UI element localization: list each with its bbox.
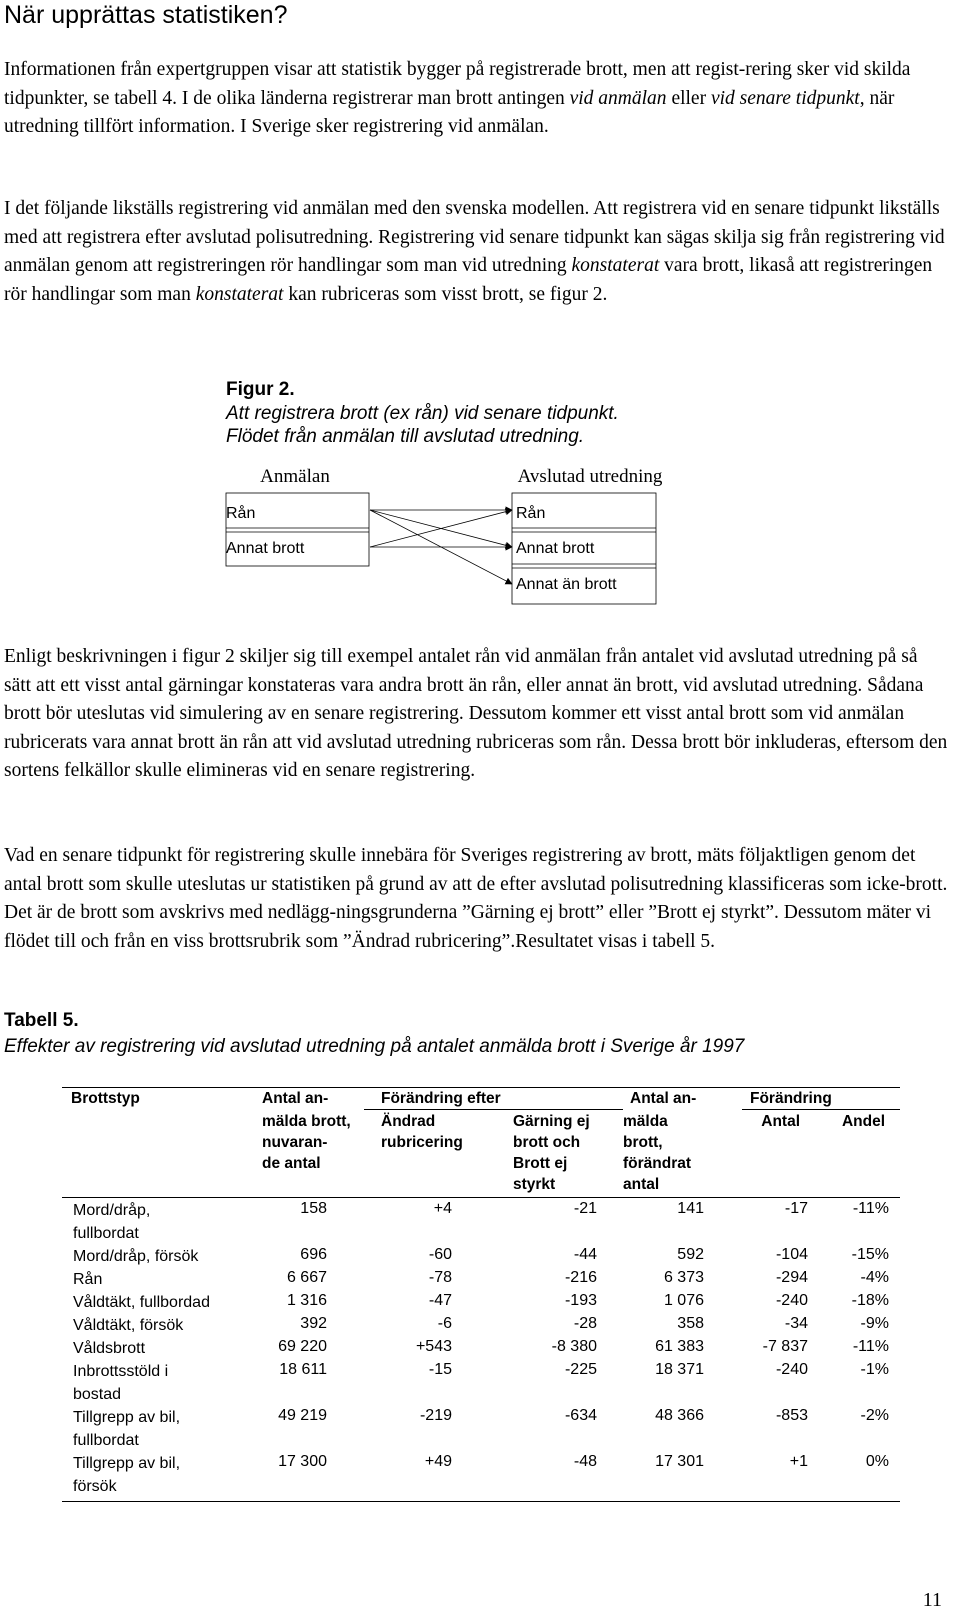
p1-text-3: , när utredning tillfört information. I Sverige sker registrering vid anmälan.	[4, 87, 895, 137]
table-cell: -193	[564, 1292, 597, 1309]
header-antal-nuvarande-1: mälda brott,	[262, 1113, 351, 1130]
header-garning-2: brott och	[513, 1134, 581, 1151]
right-title: Avslutad utredning	[517, 466, 663, 487]
table-row-label: Rån	[73, 1271, 103, 1288]
table-cell: 6 667	[286, 1269, 327, 1286]
table-cell: 49 219	[278, 1407, 327, 1424]
table-row-label: försök	[73, 1478, 117, 1495]
table-cell: 592	[677, 1246, 704, 1263]
right-item-annat-brott: Annat brott	[516, 540, 595, 557]
header-antal-forandrat-top: Antal an-	[630, 1090, 697, 1107]
header-andrad-1: Ändrad	[381, 1113, 436, 1130]
p1-italic-2: vid senare tidpunkt	[710, 87, 860, 109]
table-bottom-rule	[62, 1501, 900, 1502]
header-antal-nuvarande-2: nuvaran-	[262, 1134, 328, 1151]
table-cell: -216	[564, 1269, 597, 1286]
table-cell: -34	[784, 1315, 808, 1332]
header-garning-1: Gärning ej	[513, 1113, 590, 1130]
table-cell: 358	[677, 1315, 704, 1332]
table-cell: -2%	[860, 1407, 889, 1424]
paragraph-1	[4, 56, 949, 142]
header-garning-3: Brott ej	[513, 1155, 568, 1172]
header-forandring-efter: Förändring efter	[381, 1090, 501, 1107]
table-label: Tabell 5.	[4, 1010, 79, 1031]
table-cell: -47	[428, 1292, 452, 1309]
p2-text-3: kan rubriceras som visst brott, se figur 2.	[283, 283, 608, 305]
table-cell: 141	[677, 1200, 704, 1217]
table-row-label: Mord/dråp, försök	[73, 1248, 199, 1265]
table-cell: -104	[775, 1246, 808, 1263]
table-cell: -48	[573, 1453, 597, 1470]
table-title	[4, 1008, 744, 1060]
header-antal: Antal	[761, 1113, 800, 1130]
table-cell: -1%	[860, 1361, 889, 1378]
table-cell: 18 611	[279, 1361, 327, 1378]
table-cell: -17	[784, 1200, 808, 1217]
table-cell: -219	[419, 1407, 452, 1424]
table-cell: -60	[428, 1246, 452, 1263]
forandring-rule	[742, 1109, 900, 1110]
figure-label: Figur 2.	[226, 379, 295, 400]
paragraph-4: Vad en senare tidpunkt för registrering skulle innebära för Sveriges registrering av brott, mäts följaktligen genom det antal brott som skulle uteslutas ur statistiken på grund av att de efter avslutad polisutredning klassificeras som icke-brott. Det är de brott som avskrivs med nedlägg-ningsgrunderna ”Gärning ej brott” eller ”Brott ej styrkt”. Dessutom mäter vi flödet till och från en viss brottsrubrik som ”Ändrad rubricering”.Resultatet visas i tabell 5.	[4, 845, 948, 952]
figure-line-1: Att registrera brott (ex rån) vid senare tidpunkt.	[226, 402, 619, 424]
table-cell: 17 301	[655, 1453, 704, 1470]
table-row-label: bostad	[73, 1386, 122, 1403]
table-cell: 1 316	[286, 1292, 327, 1309]
p2-text-2: vara brott, likaså att registreringen rör handlingar som man	[4, 255, 933, 305]
table-cell: -6	[437, 1315, 452, 1332]
table-row-label: Tillgrepp av bil,	[73, 1455, 181, 1472]
table-row-label: fullbordat	[73, 1225, 139, 1242]
header-andrad-2: rubricering	[381, 1134, 463, 1151]
table-cell: 0%	[865, 1453, 889, 1470]
table-cell: +543	[415, 1338, 452, 1355]
table-cell: -240	[775, 1292, 808, 1309]
table-cell: -15	[428, 1361, 452, 1378]
table-cell: -11%	[852, 1200, 889, 1217]
table-cell: -44	[573, 1246, 597, 1263]
table-cell: 18 371	[655, 1361, 704, 1378]
left-item-annat-brott: Annat brott	[226, 540, 305, 557]
table-cell: 17 300	[278, 1453, 327, 1470]
table-row-label: Våldsbrott	[73, 1340, 146, 1357]
table-cell: -634	[564, 1407, 597, 1424]
table-cell: 158	[300, 1200, 327, 1217]
figure-line-2: Flödet från anmälan till avslutad utredning.	[226, 426, 585, 447]
table-cell: -4%	[860, 1269, 889, 1286]
table-row-label: Tillgrepp av bil,	[73, 1409, 181, 1426]
flow-diagram	[0, 460, 960, 620]
p1-italic-1: vid anmälan	[569, 87, 667, 109]
header-antal-nuvarande-3: de antal	[262, 1155, 321, 1172]
table-row-label: Inbrottsstöld i	[73, 1363, 169, 1380]
table-cell: 61 383	[655, 1338, 704, 1355]
table-cell: -78	[428, 1269, 452, 1286]
table-cell: -18%	[851, 1292, 889, 1309]
table-cell: -28	[573, 1315, 597, 1332]
table-row-label: Våldtäkt, försök	[73, 1317, 184, 1334]
table-cell: +1	[789, 1453, 808, 1470]
table-cell: 392	[300, 1315, 327, 1332]
right-item-annat-an-brott: Annat än brott	[516, 576, 617, 593]
table-cell: +49	[424, 1453, 452, 1470]
p2-text-1: I det följande likställs registrering vid anmälan med den svenska modellen. Att registrera vid en senare tidpunkt likställs med att registrera efter avslutad polisutredning. Registrering vid senare tidpunkt kan sägas skilja sig från registrering vid anmälan genom att registreringen rör handlingar som man vid utredning	[4, 198, 945, 276]
table-cell: -9%	[860, 1315, 889, 1332]
page-number: 11	[922, 1589, 942, 1611]
left-title: Anmälan	[260, 466, 330, 487]
table-cell: 69 220	[278, 1338, 327, 1355]
paragraph-3: Enligt beskrivningen i figur 2 skiljer sig till exempel antalet rån vid anmälan från antalet vid avslutad utredning på så sätt att ett visst antal gärningar konstateras vara andra brott än rån, eller annat än brott, vid avslutad utredning. Sådana brott bör uteslutas vid simulering av en senare registrering. Dessutom kommer ett visst antal brott som vid anmälan rubricerats vara annat brott än rån att vid avslutad utredning rubriceras som rån. Dessa brott bör inkluderas, eftersom den sortens felkällor skulle elimineras vid en senare registrering.	[4, 646, 948, 781]
left-box	[226, 493, 369, 566]
header-antal-forandrat-4: antal	[623, 1176, 660, 1193]
left-item-ran: Rån	[226, 505, 256, 522]
table-caption: Effekter av registrering vid avslutad utredning på antalet anmälda brott i Sverige år 1997	[4, 1036, 745, 1057]
page-heading: När upprättas statistiken?	[4, 1, 288, 29]
table-cell: 1 076	[663, 1292, 704, 1309]
table-cell: -853	[775, 1407, 808, 1424]
table-cell: -21	[573, 1200, 597, 1217]
header-forandring: Förändring	[750, 1090, 832, 1107]
p2-italic-1: konstaterat	[571, 255, 660, 276]
table-cell: -294	[775, 1269, 808, 1286]
right-item-ran: Rån	[516, 505, 546, 522]
table-row-label: Våldtäkt, fullbordad	[73, 1294, 210, 1311]
table-cell: 48 366	[655, 1407, 704, 1424]
table-row-label: Mord/dråp,	[73, 1202, 151, 1219]
header-antal-forandrat-2: brott,	[623, 1134, 663, 1151]
header-brottstyp: Brottstyp	[71, 1090, 140, 1107]
table-cell: -240	[775, 1361, 808, 1378]
p1-text-1: Informationen från expertgruppen visar att statistik bygger på registrerade brott, men att regist-rering sker vid skilda tidpunkter, se tabell 4. I de olika länderna registrerar man brott antingen	[4, 59, 911, 109]
table-cell: -7 837	[762, 1338, 808, 1355]
table-cell: -225	[564, 1361, 597, 1378]
forandring-efter-rule	[364, 1109, 623, 1110]
table-cell: -15%	[851, 1246, 889, 1263]
p1-text-2: eller	[666, 87, 711, 109]
header-antal-forandrat-3: förändrat	[623, 1155, 692, 1172]
p2-italic-2: konstaterat	[195, 283, 284, 305]
right-box	[512, 493, 656, 604]
table-cell: -11%	[852, 1338, 889, 1355]
header-andel: Andel	[841, 1113, 885, 1130]
figure-caption	[226, 378, 619, 449]
table-row-label: fullbordat	[73, 1432, 139, 1449]
paragraph-2	[4, 195, 949, 309]
table-cell: 6 373	[663, 1269, 704, 1286]
header-antal-forandrat-1: mälda	[623, 1113, 668, 1130]
table-cell: 696	[300, 1246, 327, 1263]
table-cell: -8 380	[551, 1338, 597, 1355]
table-cell: +4	[433, 1200, 452, 1217]
header-garning-4: styrkt	[513, 1176, 556, 1193]
header-antal-nuvarande-top: Antal an-	[262, 1090, 329, 1107]
